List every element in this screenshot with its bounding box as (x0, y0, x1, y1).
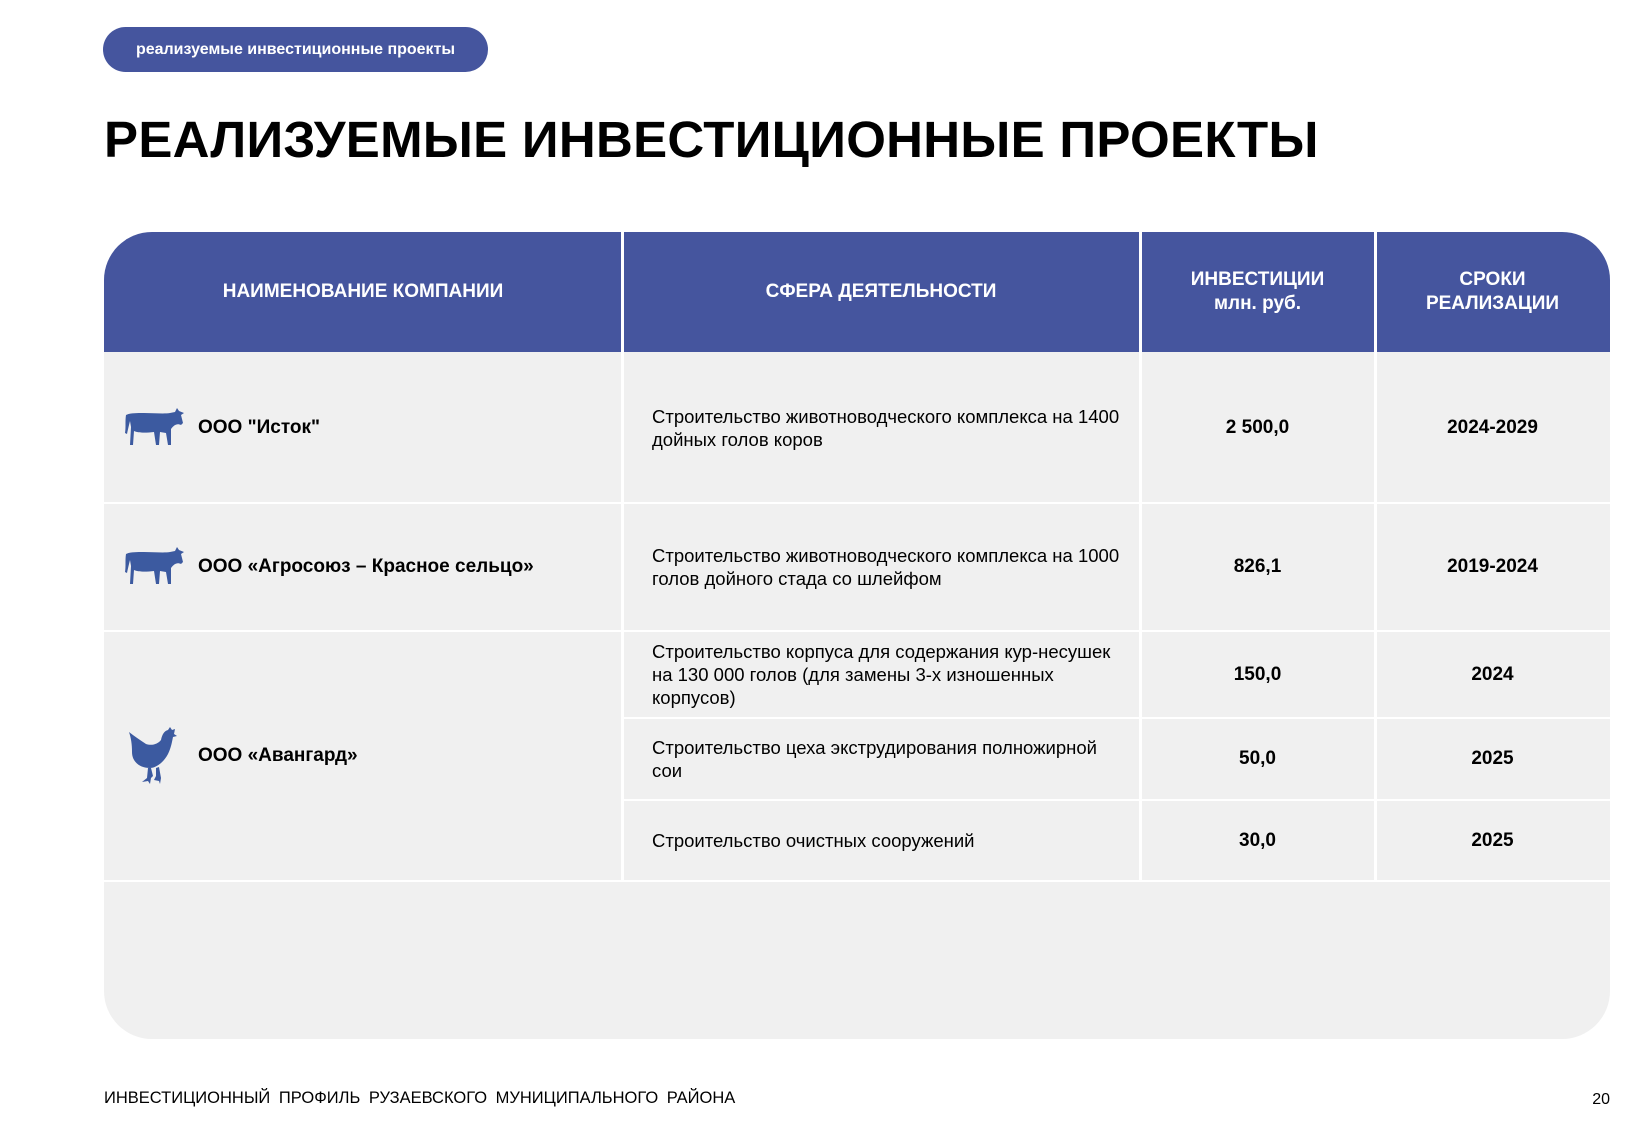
footer-text: ИНВЕСТИЦИОННЫЙ ПРОФИЛЬ РУЗАЕВСКОГО МУНИЦИПАЛЬНОГО РАЙОНА (104, 1089, 736, 1107)
project-terms: 2019-2024 (1447, 556, 1538, 577)
project-terms: 2024-2029 (1447, 416, 1538, 438)
company-cell: ООО «Авангард» (104, 631, 622, 881)
chicken-icon (124, 726, 184, 786)
project-terms: 2025 (1471, 829, 1514, 851)
project-sphere: Строительство цеха экструдирования полножирной сои (652, 737, 1097, 781)
column-divider (1139, 232, 1142, 881)
header-investment: ИНВЕСТИЦИИ млн. руб. (1140, 232, 1375, 352)
header-company: НАИМЕНОВАНИЕ КОМПАНИИ (104, 232, 622, 352)
row-divider (622, 799, 1610, 801)
project-sphere: Строительство корпуса для содержания кур-несушек на 130 000 голов (для замены 3-х изношенных корпусов) (652, 641, 1111, 708)
project-sphere: Строительство животноводческого комплекса на 1000 голов дойного стада со шлейфом (652, 545, 1120, 589)
projects-table (104, 232, 1610, 1039)
company-cell: ООО "Исток" (104, 352, 622, 503)
row-divider (104, 502, 1610, 504)
project-investment: 50,0 (1239, 748, 1276, 769)
row-divider (622, 717, 1610, 719)
project-terms: 2024 (1471, 663, 1514, 685)
page-number: 20 (1592, 1091, 1610, 1108)
project-investment: 30,0 (1239, 829, 1276, 851)
row-divider (104, 630, 1610, 632)
column-divider (1374, 232, 1377, 881)
project-sphere: Строительство животноводческого комплекса на 1400 дойных голов коров (652, 405, 1120, 450)
page-title: РЕАЛИЗУЕМЫЕ ИНВЕСТИЦИОННЫЕ ПРОЕКТЫ (104, 111, 1319, 168)
header-sphere: СФЕРА ДЕЯТЕЛЬНОСТИ (622, 232, 1140, 352)
project-investment: 2 500,0 (1225, 416, 1290, 438)
project-sphere: Строительство очистных сооружений (652, 830, 975, 851)
project-investment: 150,0 (1233, 663, 1282, 685)
column-divider (621, 232, 624, 881)
row-divider (104, 880, 1610, 882)
header-terms: СРОКИ РЕАЛИЗАЦИИ (1375, 232, 1610, 352)
project-investment: 826,1 (1233, 556, 1282, 577)
cow-icon (124, 544, 184, 590)
company-cell: ООО «Агросоюз – Красное сельцо» (104, 503, 622, 631)
project-terms: 2025 (1471, 748, 1514, 769)
cow-icon (124, 405, 184, 451)
section-pill: реализуемые инвестиционные проекты (103, 27, 488, 72)
